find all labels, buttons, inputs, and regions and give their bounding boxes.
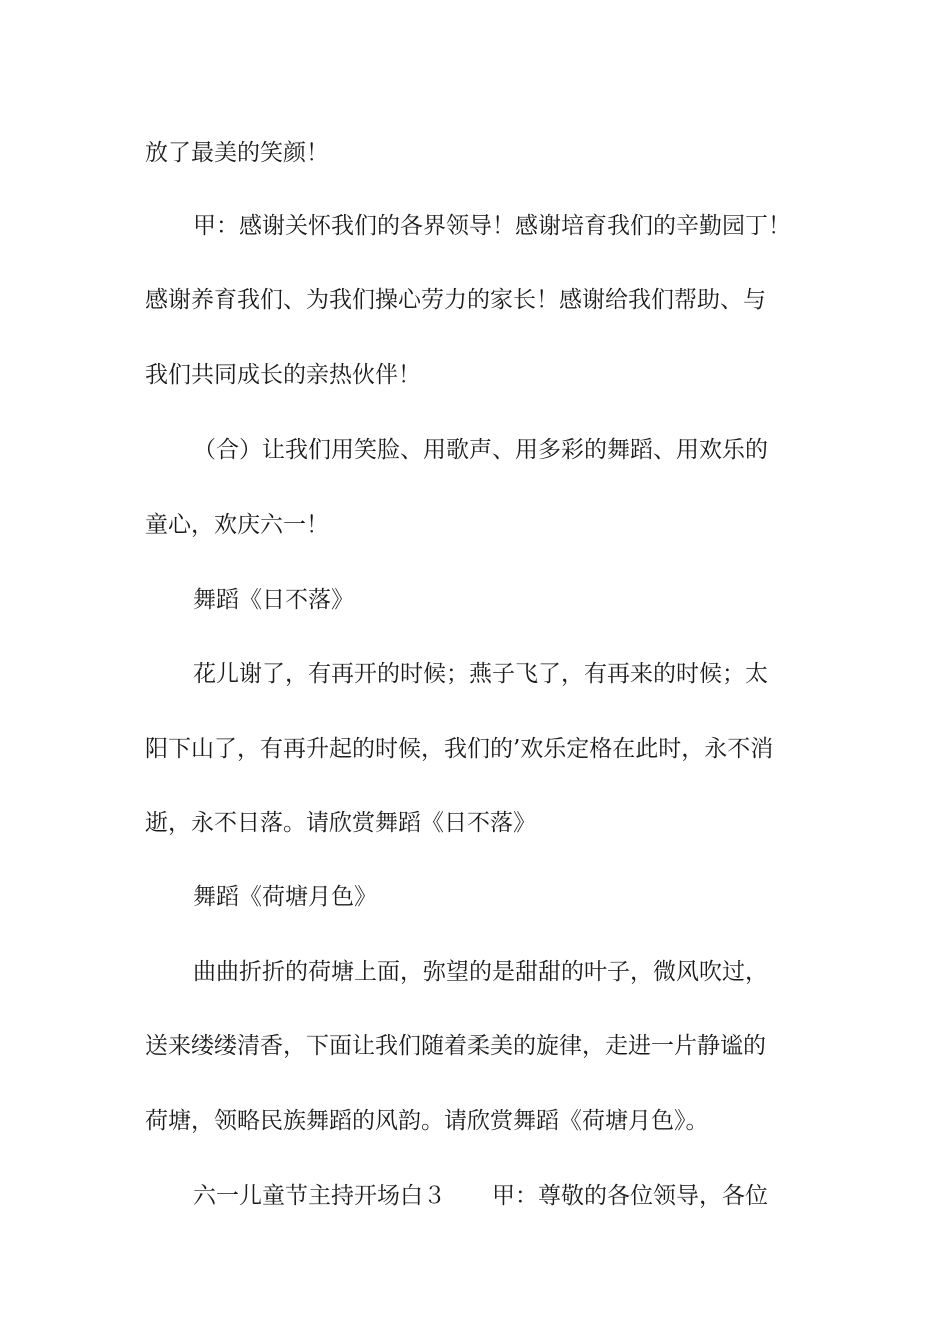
section-heading: 舞蹈《日不落》 [193,587,354,613]
text-line: 送来缕缕清香，下面让我们随着柔美的旋律，走进一片静谧的 [145,1033,766,1059]
text-line: 感谢养育我们、为我们操心劳力的家长！感谢给我们帮助、与 [145,287,766,313]
text-line: 曲曲折折的荷塘上面，弥望的是甜甜的叶子，微风吹过， [193,959,768,985]
text-line: 我们共同成长的亲热伙伴！ [145,362,421,388]
text-line: 六一儿童节主持开场白３ 甲：尊敬的各位领导，各位 [193,1183,768,1209]
text-line: 花儿谢了，有再开的时候；燕子飞了，有再来的时候；太 [193,661,768,687]
text-line: 逝，永不日落。请欣赏舞蹈《日不落》 [145,810,536,836]
text-line: 童心，欢庆六一！ [145,512,329,538]
text-line: 甲：感谢关怀我们的各界领导！感谢培育我们的辛勤园丁！ [193,213,791,239]
section-heading: 舞蹈《荷塘月色》 [193,884,377,910]
text-line: 阳下山了，有再升起的时候，我们的’欢乐定格在此时，永不消 [145,736,774,762]
text-line: 荷塘，领略民族舞蹈的风韵。请欣赏舞蹈《荷塘月色》。 [145,1108,709,1134]
text-line: （合）让我们用笑脸、用歌声、用多彩的舞蹈、用欢乐的 [193,437,768,463]
text-line: 放了最美的笑颜！ [145,140,329,166]
